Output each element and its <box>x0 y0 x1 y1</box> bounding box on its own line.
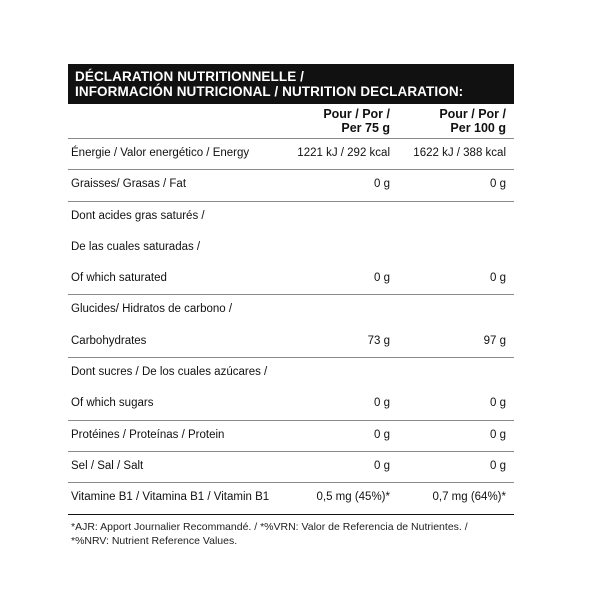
row-label: Glucides/ Hidratos de carbono / <box>71 303 233 316</box>
column-per-75g <box>280 107 390 135</box>
column-per-100g <box>396 107 506 135</box>
row-label: Sel / Sal / Salt <box>71 459 144 472</box>
footnote-line-2: *%NRV: Nutrient Reference Values. <box>71 534 238 547</box>
table-row <box>68 327 514 358</box>
column-per-100g-line1: Pour / Por / <box>439 107 506 121</box>
footnote <box>68 515 514 548</box>
row-label: Of which sugars <box>71 397 154 410</box>
row-label: Graisses/ Grasas / Fat <box>71 178 187 191</box>
table-row <box>68 170 514 201</box>
nutrition-table <box>68 64 514 548</box>
row-value-per-100g: 0 g <box>490 178 506 191</box>
row-value-per-75g: 0,5 mg (45%)* <box>316 491 390 504</box>
column-headers <box>68 104 514 139</box>
row-value-per-100g: 0 g <box>490 459 506 472</box>
row-label: De las cuales saturadas / <box>71 240 201 253</box>
row-label: Énergie / Valor energético / Energy <box>71 147 250 159</box>
table-row <box>68 295 514 326</box>
row-value-per-100g: 97 g <box>483 334 506 347</box>
row-value-per-75g: 0 g <box>374 459 390 472</box>
row-value-per-100g: 0 g <box>490 428 506 441</box>
column-per-75g-line2: Per 75 g <box>341 121 390 135</box>
row-label: Dont acides gras saturés / <box>71 209 205 222</box>
row-value-per-100g: 0 g <box>490 272 506 285</box>
row-value-per-75g: 0 g <box>374 397 390 410</box>
row-value-per-75g: 0 g <box>374 272 390 285</box>
row-label: Carbohydrates <box>71 334 147 347</box>
row-value-per-75g: 0 g <box>374 178 390 191</box>
table-row <box>68 389 514 420</box>
table-row <box>68 202 514 233</box>
column-per-75g-line1: Pour / Por / <box>323 107 390 121</box>
row-value-per-100g: 1622 kJ / 388 kcal <box>413 147 506 159</box>
row-value-per-100g: 0 g <box>490 397 506 410</box>
row-value-per-75g: 73 g <box>367 334 390 347</box>
row-value-per-75g: 1221 kJ / 292 kcal <box>297 147 390 159</box>
table-header <box>68 64 514 104</box>
table-row <box>68 452 514 483</box>
row-value-per-75g: 0 g <box>374 428 390 441</box>
table-row <box>68 483 514 514</box>
header-line-2: INFORMACIÓN NUTRICIONAL / NUTRITION DECLARATION: <box>75 84 464 99</box>
row-value-per-100g: 0,7 mg (64%)* <box>432 491 506 504</box>
row-label: Vitamine B1 / Vitamina B1 / Vitamin B1 <box>71 491 270 504</box>
row-label: Dont sucres / De los cuales azúcares / <box>71 366 268 379</box>
column-per-100g-line2: Per 100 g <box>450 121 506 135</box>
table-row <box>68 421 514 452</box>
table-row <box>68 233 514 264</box>
table-row <box>68 264 514 295</box>
row-label: Protéines / Proteínas / Protein <box>71 428 225 441</box>
footnote-line-1: *AJR: Apport Journalier Recommandé. / *%VRN: Valor de Referencia de Nutrientes. / <box>71 520 468 533</box>
row-label: Of which saturated <box>71 272 167 285</box>
table-row <box>68 358 514 389</box>
table-row <box>68 139 514 170</box>
header-line-1: DÉCLARATION NUTRITIONNELLE / <box>75 69 305 84</box>
